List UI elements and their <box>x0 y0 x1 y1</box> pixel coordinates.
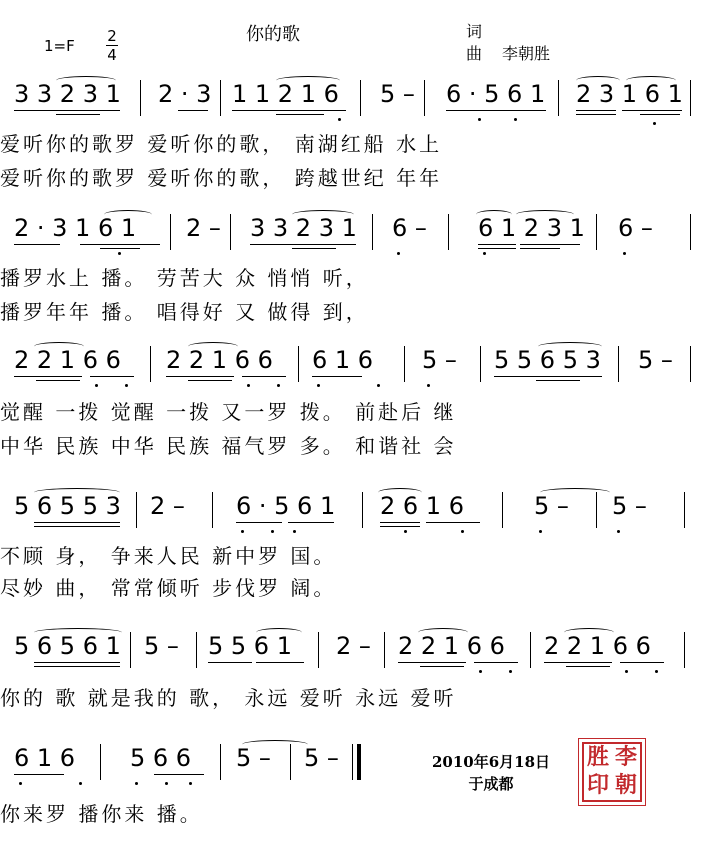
barline <box>690 346 691 382</box>
barline <box>690 80 691 116</box>
score-line-3 <box>0 346 704 458</box>
note-group: 5 – <box>236 744 271 772</box>
slur <box>538 342 602 351</box>
beam <box>312 376 362 377</box>
beam <box>474 662 518 663</box>
slur <box>576 76 620 85</box>
beam <box>478 244 516 245</box>
beam <box>34 666 120 667</box>
note-group: 2 6 1 6 <box>380 492 464 520</box>
note-group: 5 6 6 <box>130 744 192 772</box>
barline <box>558 80 559 116</box>
note-group: 6 · 5 6 1 <box>446 80 546 108</box>
beam <box>536 380 580 381</box>
beam <box>446 110 502 111</box>
barline <box>140 80 141 116</box>
low-octave-dot <box>271 530 274 533</box>
slur <box>34 488 120 497</box>
barline <box>618 346 619 382</box>
beam <box>520 244 580 245</box>
song-title: 你的歌 <box>246 24 300 45</box>
beam <box>620 662 664 663</box>
note-group: 5 – <box>304 744 339 772</box>
low-octave-dot <box>125 384 128 387</box>
note-group: 1 1 2 1 6 <box>232 80 339 108</box>
composer-label: 曲 <box>466 44 483 63</box>
tie <box>540 488 610 497</box>
note-group: 3 3 2 3 1 <box>14 80 121 108</box>
slur <box>626 76 676 85</box>
beam <box>34 522 120 523</box>
beam <box>56 110 120 111</box>
low-octave-dot <box>427 384 430 387</box>
lyric-verse-1: 播罗水上 播。 劳苦大 众 悄悄 听， <box>0 266 369 290</box>
composer-name: 李朝胜 <box>502 44 551 63</box>
barline <box>684 632 685 668</box>
lyric-verse-1: 你来罗 播你来 播。 <box>0 802 203 826</box>
notation-line-3 <box>0 346 704 386</box>
tie <box>242 740 308 749</box>
barline <box>150 346 151 382</box>
note-group: 6 1 6 <box>312 346 374 374</box>
barline <box>384 632 385 668</box>
low-octave-dot <box>118 252 121 255</box>
score-line-4 <box>0 492 704 600</box>
beam <box>80 244 160 245</box>
beam <box>640 114 680 115</box>
barline <box>100 744 101 780</box>
low-octave-dot <box>189 782 192 785</box>
low-octave-dot <box>625 670 628 673</box>
beam <box>34 662 120 663</box>
beam <box>544 662 612 663</box>
low-octave-dot <box>377 384 380 387</box>
beam <box>14 110 62 111</box>
barline <box>130 632 131 668</box>
low-octave-dot <box>623 252 626 255</box>
beam <box>14 376 82 377</box>
beam <box>250 244 296 245</box>
beam <box>90 376 134 377</box>
barline <box>170 214 171 250</box>
slur <box>188 342 238 351</box>
seal-char: 李 <box>614 745 637 770</box>
beam <box>478 248 516 249</box>
low-octave-dot <box>404 530 407 533</box>
beam <box>622 110 682 111</box>
barline <box>596 214 597 250</box>
score-line-2 <box>0 214 704 324</box>
low-octave-dot <box>95 384 98 387</box>
beam <box>426 522 480 523</box>
beam <box>14 774 64 775</box>
low-octave-dot <box>483 252 486 255</box>
beam <box>576 110 616 111</box>
time-numerator: 2 <box>107 27 117 45</box>
note-group: 5 – <box>422 346 457 374</box>
note-group: 5 6 5 6 1 <box>14 632 121 660</box>
composition-place: 于成都 <box>468 775 514 793</box>
beam <box>188 380 232 381</box>
barline <box>690 214 691 250</box>
note-group: 6 · 5 6 1 <box>236 492 336 520</box>
beam <box>276 114 324 115</box>
low-octave-dot <box>165 782 168 785</box>
beam <box>276 110 346 111</box>
slur <box>34 628 122 637</box>
lyric-verse-1: 觉醒 一拨 觉醒 一拨 又一罗 拨。 前赴后 继 <box>0 400 457 424</box>
name-seal <box>582 742 642 802</box>
low-octave-dot <box>478 118 481 121</box>
note-group: 5 – <box>638 346 673 374</box>
slur <box>378 488 422 497</box>
slur <box>276 76 340 85</box>
beam <box>292 248 336 249</box>
seal-char: 胜 <box>586 745 609 770</box>
beam <box>100 248 140 249</box>
note-group: 2 – <box>336 632 371 660</box>
seal-char: 朝 <box>614 773 637 798</box>
low-octave-dot <box>653 122 656 125</box>
low-octave-dot <box>19 782 22 785</box>
barline <box>360 80 361 116</box>
beam <box>288 522 334 523</box>
score-line-5 <box>0 632 704 712</box>
slur <box>256 628 302 637</box>
barline <box>220 80 221 116</box>
barline <box>480 346 481 382</box>
beam <box>56 114 100 115</box>
beam <box>208 662 252 663</box>
beam <box>380 522 420 523</box>
beam <box>34 526 120 527</box>
beam <box>232 110 280 111</box>
notation-line-4 <box>0 492 704 532</box>
low-octave-dot <box>617 530 620 533</box>
note-group: 2 3 1 6 1 <box>576 80 683 108</box>
beam <box>566 666 610 667</box>
low-octave-dot <box>247 384 250 387</box>
time-denominator: 4 <box>107 46 117 64</box>
note-group: 5 5 6 5 3 <box>494 346 601 374</box>
low-octave-dot <box>277 384 280 387</box>
barline <box>684 492 685 528</box>
note-group: 2 2 1 6 6 <box>166 346 273 374</box>
slur <box>476 210 512 219</box>
note-group: 2 · 3 <box>158 80 212 108</box>
lyric-verse-1: 爱听你的歌罗 爱听你的歌， 南湖红船 水上 <box>0 132 443 156</box>
slur <box>34 342 84 351</box>
barline <box>448 214 449 250</box>
lyric-verse-1: 不顾 身， 争来人民 新中罗 国。 <box>0 544 337 568</box>
beam <box>498 110 546 111</box>
barline <box>596 492 597 528</box>
barline <box>530 632 531 668</box>
note-group: 5 – <box>144 632 179 660</box>
note-group: 5 – <box>612 492 647 520</box>
barline <box>196 632 197 668</box>
barline <box>230 214 231 250</box>
note-group: 3 3 2 3 1 <box>250 214 357 242</box>
seal-char: 印 <box>586 773 609 798</box>
barline <box>362 492 363 528</box>
barline <box>404 346 405 382</box>
slur <box>104 210 152 219</box>
beam <box>36 380 80 381</box>
beam <box>236 522 282 523</box>
low-octave-dot <box>509 670 512 673</box>
slur <box>516 210 574 219</box>
low-octave-dot <box>317 384 320 387</box>
low-octave-dot <box>539 530 542 533</box>
beam <box>420 666 464 667</box>
notation-line-2 <box>0 214 704 254</box>
beam <box>242 376 286 377</box>
low-octave-dot <box>479 670 482 673</box>
low-octave-dot <box>241 530 244 533</box>
note-group: 5 – <box>534 492 569 520</box>
note-group: 2 2 1 6 6 <box>14 346 121 374</box>
composition-date: 2010年6月18日 <box>431 753 551 771</box>
beam <box>380 526 420 527</box>
note-group: 2 2 1 6 6 <box>398 632 505 660</box>
barline <box>502 492 503 528</box>
slur <box>56 76 116 85</box>
barline <box>372 214 373 250</box>
note-group: 6 – <box>618 214 653 242</box>
notation-line-5 <box>0 632 704 672</box>
note-group: 2 2 1 6 6 <box>544 632 651 660</box>
barline <box>212 492 213 528</box>
low-octave-dot <box>461 530 464 533</box>
lyric-verse-2: 播罗年年 播。 唱得好 又 做得 到， <box>0 300 369 324</box>
barline <box>352 744 353 780</box>
beam <box>154 774 204 775</box>
beam <box>520 248 560 249</box>
barline <box>318 632 319 668</box>
lyric-verse-2: 中华 民族 中华 民族 福气罗 多。 和谐社 会 <box>0 434 457 458</box>
note-group: 6 1 6 <box>14 744 76 772</box>
beam <box>292 244 356 245</box>
barline <box>298 346 299 382</box>
score-line-1 <box>0 80 704 190</box>
note-group: 5 6 5 5 3 <box>14 492 121 520</box>
beam <box>494 376 540 377</box>
beam <box>14 244 60 245</box>
final-barline <box>357 744 361 780</box>
note-group: 5 – <box>380 80 415 108</box>
barline <box>424 80 425 116</box>
barline <box>290 744 291 780</box>
low-octave-dot <box>293 530 296 533</box>
low-octave-dot <box>397 252 400 255</box>
slur <box>418 628 468 637</box>
beam <box>536 376 602 377</box>
lyric-verse-1: 你的 歌 就是我的 歌， 永远 爱听 永远 爱听 <box>0 686 457 710</box>
barline <box>136 492 137 528</box>
low-octave-dot <box>135 782 138 785</box>
beam <box>398 662 466 663</box>
note-group: 6 1 2 3 1 <box>478 214 585 242</box>
beam <box>576 114 616 115</box>
lyricist-label: 词 <box>466 22 483 41</box>
note-group: 2 – <box>186 214 221 242</box>
note-group: 5 5 6 1 <box>208 632 292 660</box>
slur <box>564 628 614 637</box>
key-signature: 1=F <box>44 37 75 55</box>
lyric-verse-2: 爱听你的歌罗 爱听你的歌， 跨越世纪 年年 <box>0 166 443 190</box>
beam <box>178 110 208 111</box>
beam <box>256 662 304 663</box>
time-signature <box>104 27 120 64</box>
notation-line-1 <box>0 80 704 120</box>
low-octave-dot <box>338 118 341 121</box>
beam <box>166 376 234 377</box>
barline <box>220 744 221 780</box>
note-group: 2 – <box>150 492 185 520</box>
note-group: 2 · 3 1 6 1 <box>14 214 137 242</box>
note-group: 6 – <box>392 214 427 242</box>
lyric-verse-2: 尽妙 曲， 常常倾听 步伐罗 阔。 <box>0 576 337 600</box>
low-octave-dot <box>79 782 82 785</box>
slur <box>292 210 354 219</box>
low-octave-dot <box>655 670 658 673</box>
low-octave-dot <box>514 118 517 121</box>
